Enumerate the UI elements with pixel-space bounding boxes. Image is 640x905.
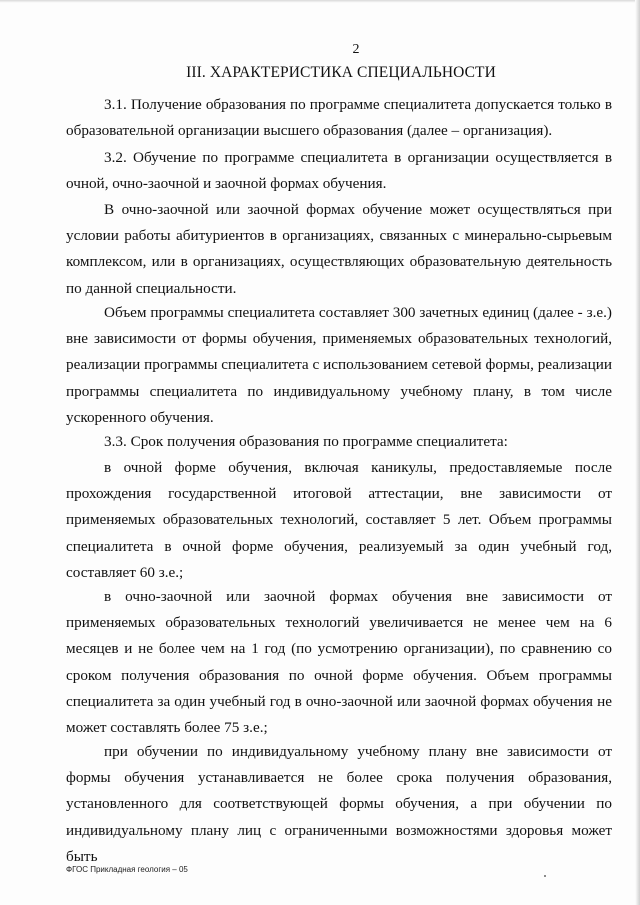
paragraph-part-time-duration <box>66 584 612 741</box>
paragraph-individual-plan <box>66 739 612 870</box>
scan-edge-top <box>0 0 640 3</box>
scan-speck <box>544 875 546 877</box>
footer-document-code: ФГОС Прикладная геология – 05 <box>66 865 188 874</box>
paragraph: В очно-заочной или заочной формах обучение может осуществляться при условии работы абитуриентов в организациях, связанных с минерально-сырьевым комплексом, или в организациях, осуществляющих образовательную деятельность по данной специальности. <box>66 201 612 297</box>
section-title: III. ХАРАКТЕРИСТИКА СПЕЦИАЛЬНОСТИ <box>186 64 496 81</box>
page-number: 2 <box>352 42 360 57</box>
paragraph: в очно-заочной или заочной формах обучения вне зависимости от применяемых образовательных технологий увеличивается не менее чем на 6 месяцев и не более чем на 1 год (по усмотрению организации), по сравнению со сроком получения образования по очной форме обучения. Объем программы специалитета за один учебный год в очно-заочной или заочной формах обучения не может составлять более 75 з.е.; <box>66 588 612 737</box>
paragraph-3-2 <box>66 145 612 197</box>
paragraph-3-1 <box>66 92 612 144</box>
paragraph: при обучении по индивидуальному учебному плану вне зависимости от формы обучения устанавливается не более срока получения образования, установленного для соответствующей формы обучения, а при обучении по индивидуальному плану лиц с ограниченными возможностями здоровья может быть <box>66 743 612 865</box>
paragraph-full-time <box>66 455 612 586</box>
scan-edge-right <box>635 0 640 905</box>
paragraph-3-3 <box>66 429 612 455</box>
paragraph: Объем программы специалитета составляет 300 зачетных единиц (далее - з.е.) вне зависимости от формы обучения, применяемых образовательных технологий, реализации программы специалитета с использованием сетевой формы, реализации программы специалитета по индивидуальному учебному плану, в том числе ускоренного обучения. <box>66 304 612 426</box>
paragraph: 3.1. Получение образования по программе специалитета допускается только в образовательной организации высшего образования (далее – организация). <box>66 96 612 140</box>
paragraph-part-time <box>66 197 612 302</box>
paragraph-volume <box>66 300 612 431</box>
paragraph: в очной форме обучения, включая каникулы, предоставляемые после прохождения государственной итоговой аттестации, вне зависимости от применяемых образовательных технологий, составляет 5 лет. Объем программы специалитета в очной форме обучения, реализуемый за один учебный год, составляет 60 з.е.; <box>66 459 612 581</box>
paragraph: 3.2. Обучение по программе специалитета в организации осуществляется в очной, очно-заочной и заочной формах обучения. <box>66 149 612 193</box>
paragraph: 3.3. Срок получения образования по программе специалитета: <box>104 433 508 450</box>
